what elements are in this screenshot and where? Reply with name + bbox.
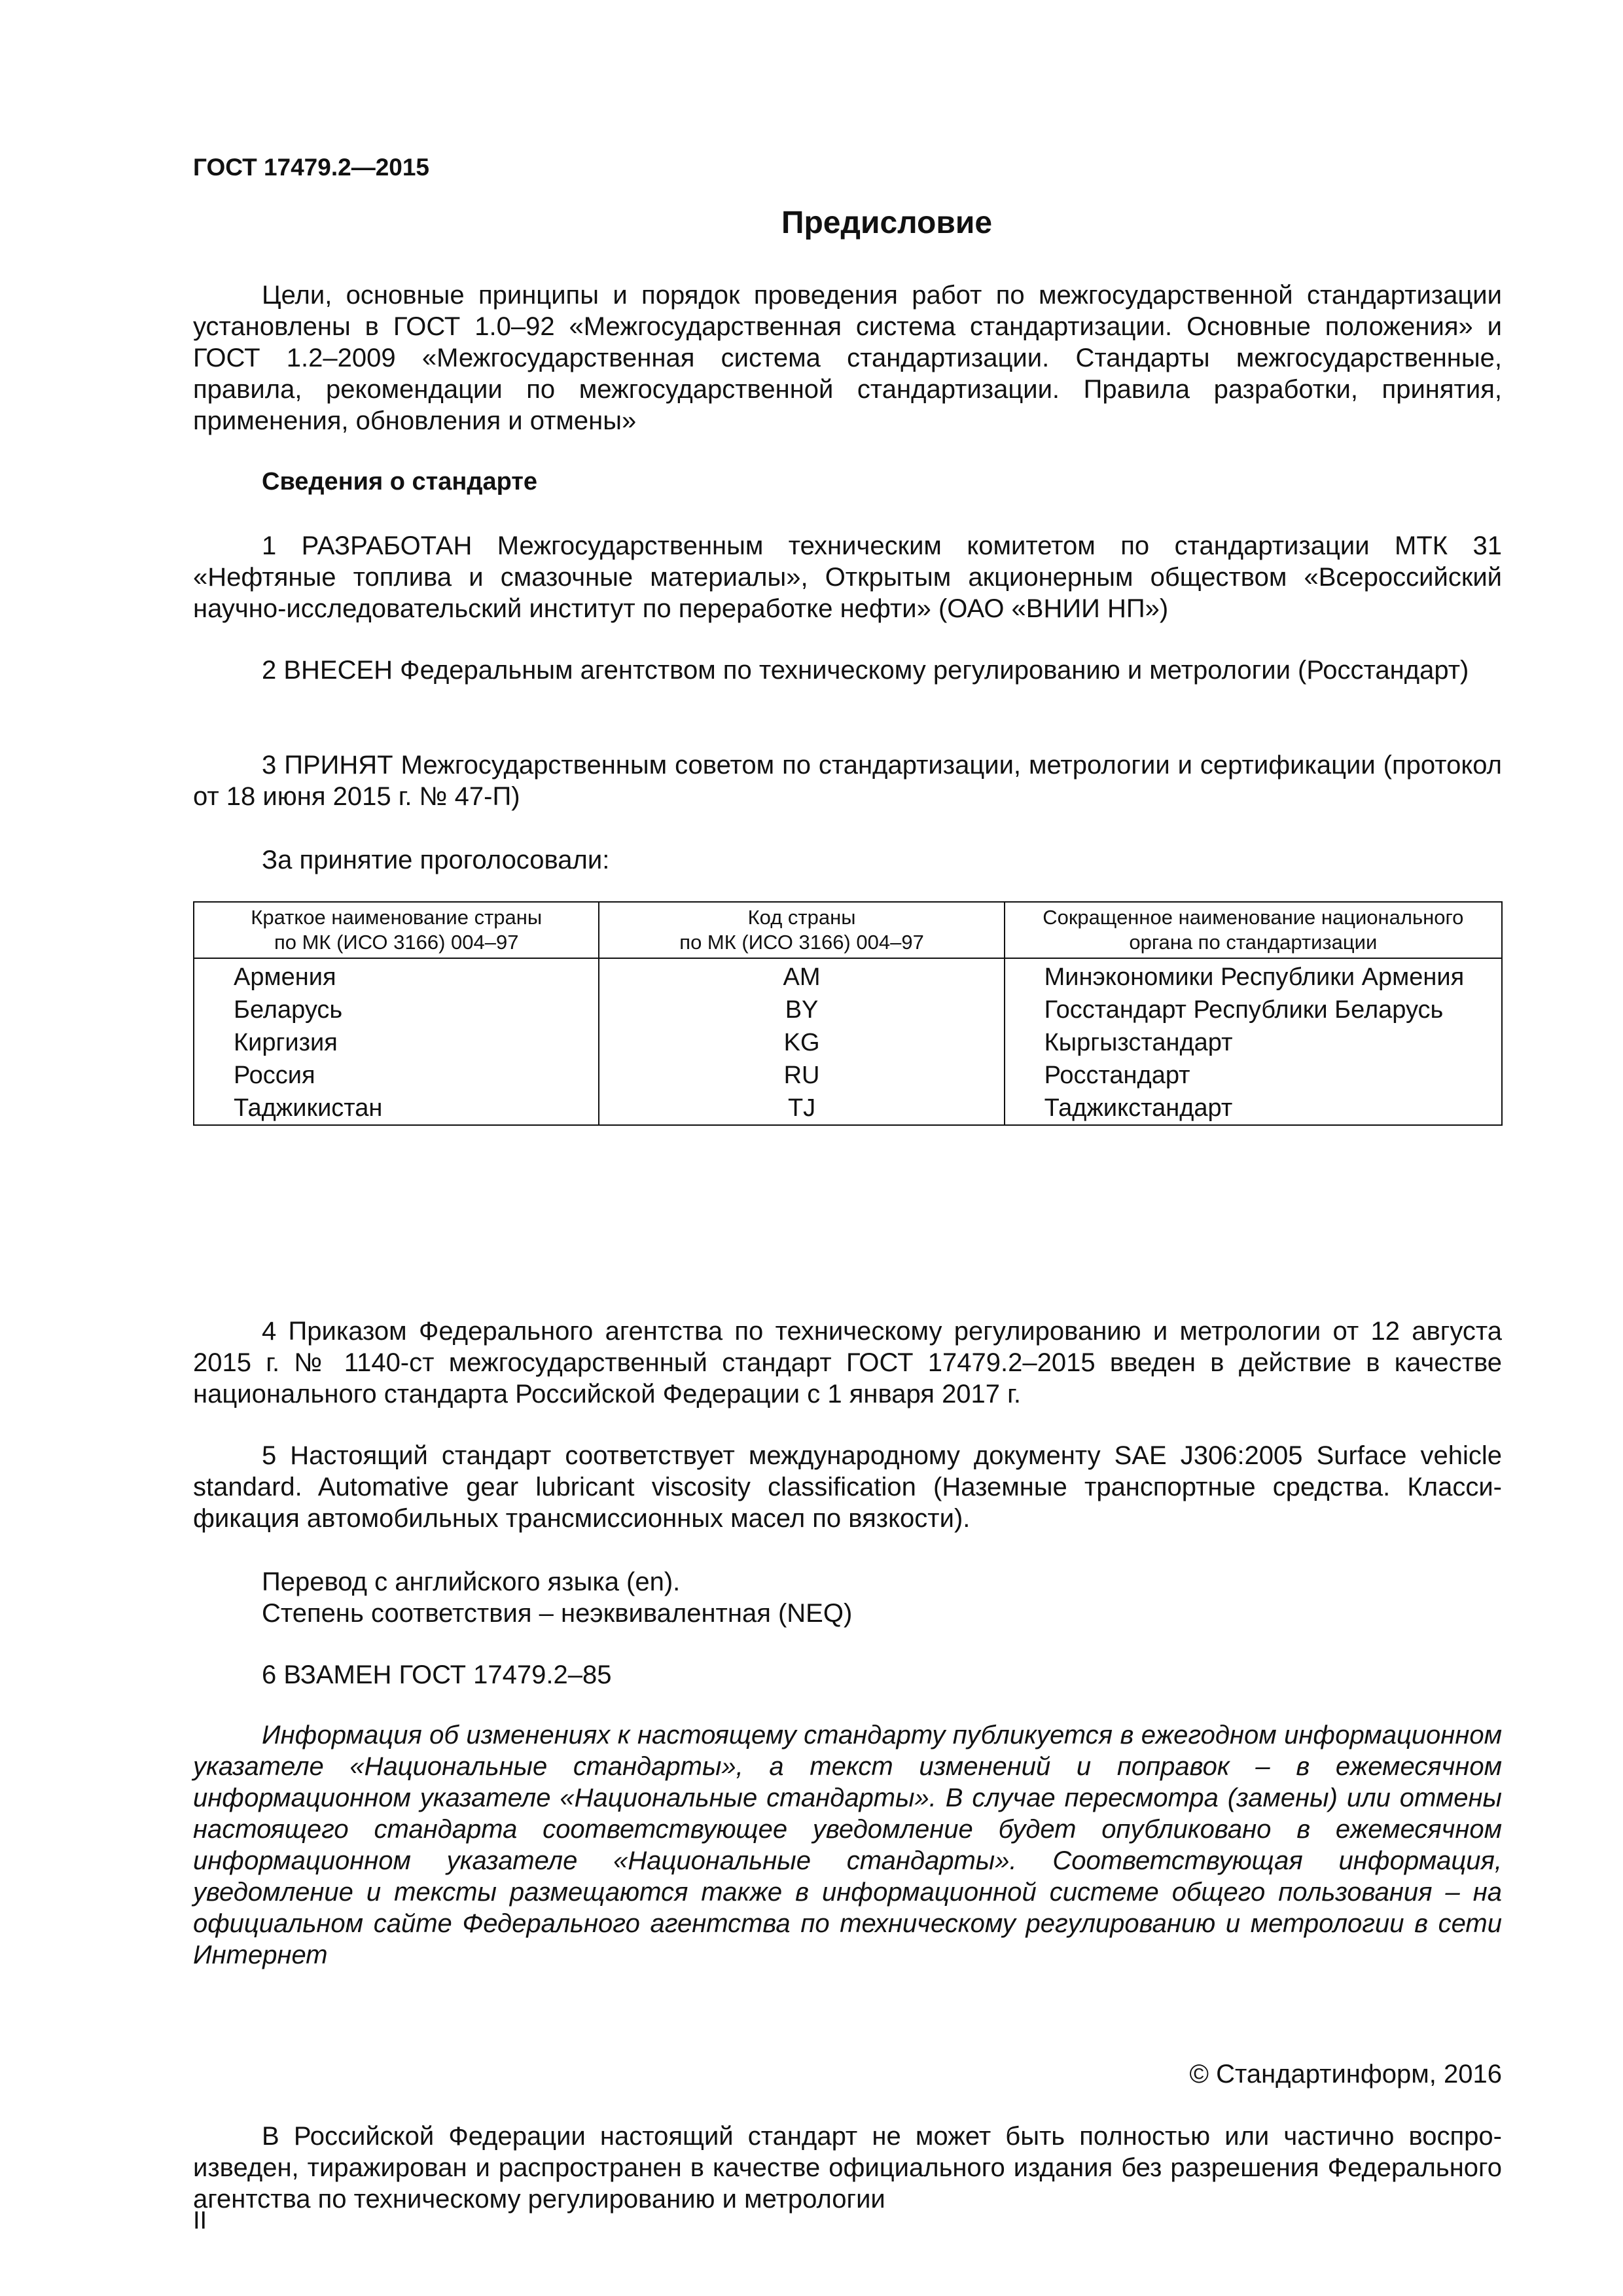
country-cell: Таджикистан: [194, 1092, 599, 1125]
table-header-organ: Сокращенное наименование национального органа по стандартизации: [1005, 902, 1502, 958]
intro-paragraph: Цели, основные принципы и порядок проведения работ по межгосударственной стандартизации установлены в ГОСТ 1.0–92 «Межгосударственная система стандартизации. Основные положения» и ГОСТ 1.2–2009 «Межгосударственная система стандартизации. Стандарты межгосударственные, правила, рекомендации по межгосударственной стандартизации. Правила разработки, принятия, применения, обновления и отмены»: [193, 281, 1502, 435]
table-row: [194, 958, 1502, 994]
table-header-country: Краткое наименование страны по МК (ИСО 3166) 004–97: [194, 902, 599, 958]
item-3-adopted: 3 ПРИНЯТ Межгосударственным советом по стандартизации, метрологии и сертификации (протокол от 18 июня 2015 г. № 47-П): [193, 751, 1502, 811]
table-header-row: [194, 902, 1502, 958]
subheading-standard-info: Сведения о стандарте: [262, 468, 538, 495]
country-cell: Киргизия: [194, 1026, 599, 1059]
country-cell: Россия: [194, 1059, 599, 1092]
page-number: II: [193, 2207, 207, 2234]
translation-line: Перевод с английского языка (en).: [262, 1568, 681, 1596]
changes-info-notice: Информация об изменениях к настоящему стандарту публикуется в ежегодном информационном указателе «Национальные стандарты», а текст изменений и поправок – в ежемесячном информационном указателе «Национальные стандарты». В случае пересмотра (замены) или отмены настоящего стандарта соответствующее уведомление будет опубликовано в ежемесячном информационном указателе «Национальные стандарты». Соответствующая информация, уведомление и тексты размещаются также в информационной системе общего пользования – на официальном сайте Федерального агентства по техническому регулированию и метрологии в сети Интернет: [193, 1721, 1502, 1969]
table-row: [194, 1026, 1502, 1059]
voters-table: [193, 901, 1503, 1126]
table-row: [194, 994, 1502, 1026]
code-cell: KG: [599, 1026, 1004, 1059]
country-cell: Беларусь: [194, 994, 599, 1026]
table-row: [194, 1092, 1502, 1125]
table-header-code: Код страны по МК (ИСО 3166) 004–97: [599, 902, 1004, 958]
item-6-replaces: 6 ВЗАМЕН ГОСТ 17479.2–85: [262, 1660, 612, 1689]
organ-cell: Таджикстандарт: [1005, 1092, 1502, 1125]
page-title: Предисловие: [781, 206, 993, 240]
code-cell: BY: [599, 994, 1004, 1026]
organ-cell: Госстандарт Республики Беларусь: [1005, 994, 1502, 1026]
code-cell: AM: [599, 958, 1004, 994]
voted-label: За принятие проголосовали:: [262, 846, 610, 874]
code-cell: RU: [599, 1059, 1004, 1092]
document-code: ГОСТ 17479.2—2015: [193, 154, 430, 181]
item-5-correspondence: 5 Настоящий стандарт соответствует международному документу SAE J306:2005 Surface vehicle standard. Automative gear lubricant viscosity classification (Наземные транспортные средства. Классификация автомобильных трансмиссионных масел по вязкости).: [193, 1441, 1502, 1533]
organ-cell: Росстандарт: [1005, 1059, 1502, 1092]
item-2-introduced: 2 ВНЕСЕН Федеральным агентством по техническому регулированию и метрологии (Росстандарт): [262, 656, 1469, 685]
copyright-line: © Стандартинформ, 2016: [1189, 2060, 1502, 2089]
item-4-order: 4 Приказом Федерального агентства по техническому регулированию и метрологии от 12 августа 2015 г. № 1140-ст межгосударственный стандарт ГОСТ 17479.2–2015 введен в действие в качестве национального стандарта Российской Федерации с 1 января 2017 г.: [193, 1317, 1502, 1408]
country-cell: Армения: [194, 958, 599, 994]
rights-notice: В Российской Федерации настоящий стандарт не может быть полностью или частично воспроизведен, тиражирован и распространен в качестве официального издания без разрешения Федерального агентства по техническому регулированию и метрологии: [193, 2122, 1502, 2214]
item-1-developed: 1 РАЗРАБОТАН Межгосударственным техническим комитетом по стандартизации МТК 31 «Нефтяные топлива и смазочные материалы», Открытым акционерным обществом «Всероссийский научно-исследовательский институт по переработке нефти» (ОАО «ВНИИ НП»): [193, 531, 1502, 623]
code-cell: TJ: [599, 1092, 1004, 1125]
table-row: [194, 1059, 1502, 1092]
organ-cell: Минэкономики Республики Армения: [1005, 958, 1502, 994]
organ-cell: Кыргызстандарт: [1005, 1026, 1502, 1059]
conformity-degree-line: Степень соответствия – неэквивалентная (NEQ): [262, 1599, 853, 1628]
